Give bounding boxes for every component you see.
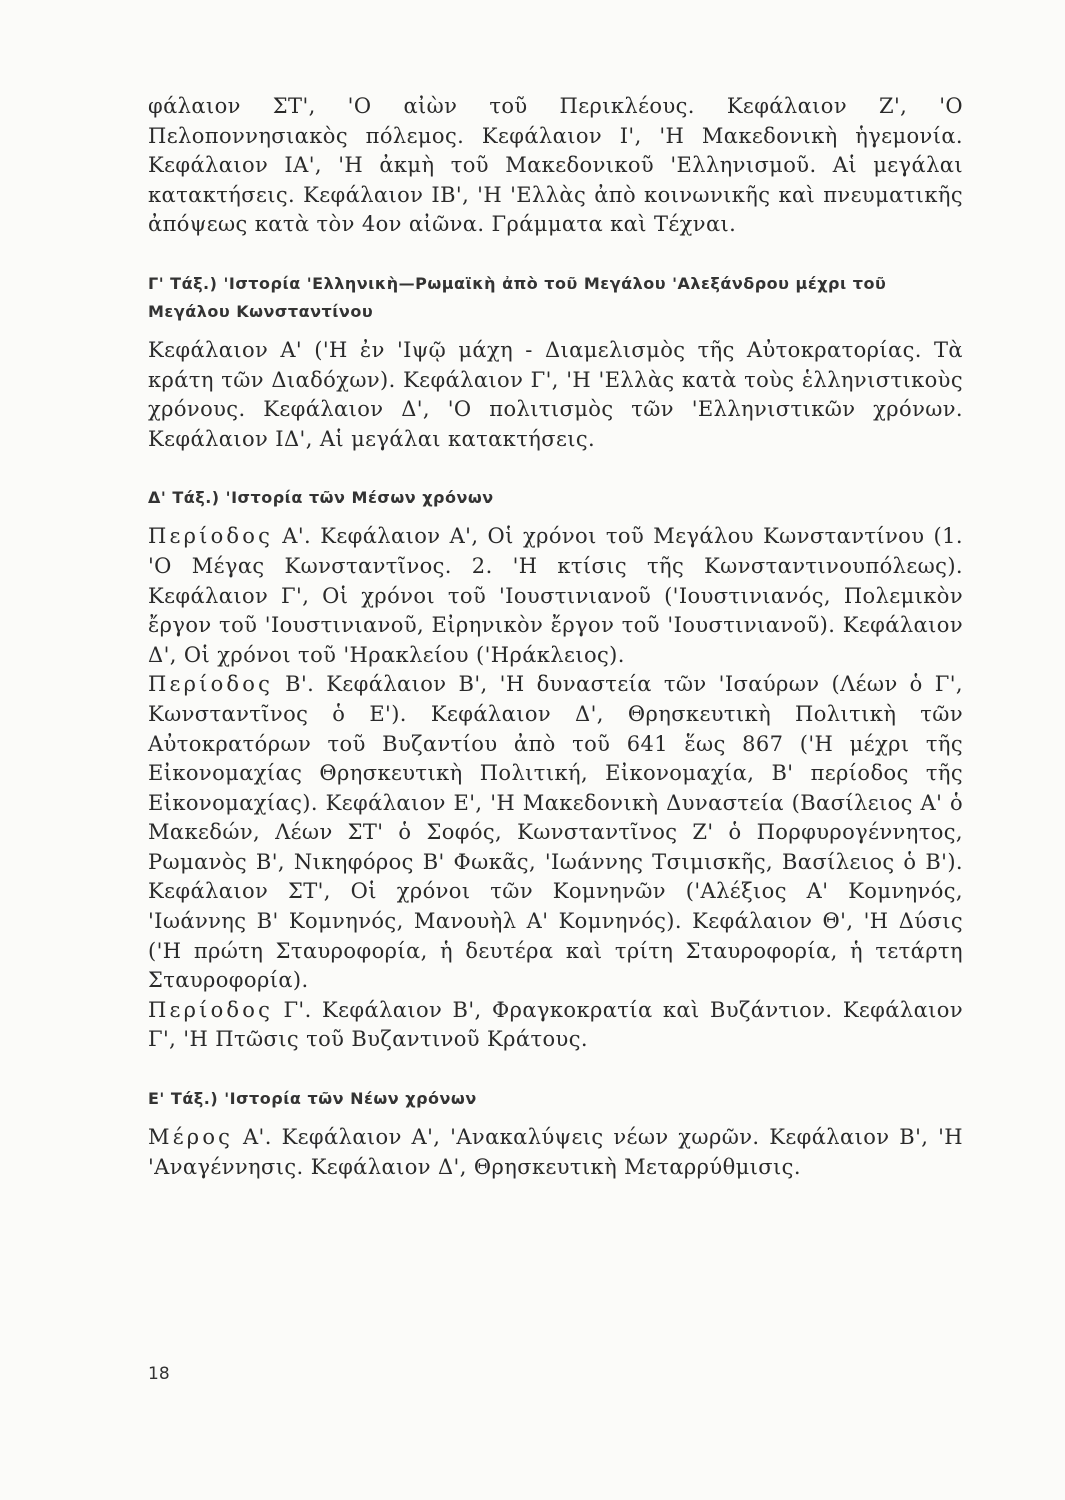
page-number: 18 bbox=[148, 1364, 170, 1384]
part-a-text: Α'. Κεφάλαιον Α', 'Ανακαλύψεις νέων χωρῶν. Κεφάλαιον Β', 'Η 'Αναγέννησις. Κεφάλαιον Δ', Θρησκευτικὴ Μεταρρύθμισις. bbox=[148, 1125, 964, 1179]
page-body bbox=[148, 92, 963, 1182]
period-a-text: Α'. Κεφάλαιον Α', Οἱ χρόνοι τοῦ Μεγάλου Κωνσταντίνου (1. 'Ο Μέγας Κωνσταντῖνος. 2. 'Η κτίσις τῆς Κωνσταντινουπόλεως). Κεφάλαιον Γ', Οἱ χρόνοι τοῦ 'Ιουστινιανοῦ ('Ιουστινιανός, Πολεμικὸν ἔργον τοῦ 'Ιουστινιανοῦ, Εἰρηνικὸν ἔργον τοῦ 'Ιουστινιανοῦ). Κεφάλαιον Δ', Οἱ χρόνοι τοῦ 'Ηρακλείου ('Ηράκλειος). bbox=[148, 524, 963, 667]
spacer bbox=[148, 454, 963, 484]
period-c-label: Περίοδος bbox=[148, 997, 274, 1022]
spacer bbox=[148, 512, 963, 522]
period-a-paragraph bbox=[148, 522, 963, 670]
spacer bbox=[148, 326, 963, 336]
section-heading-d: Δ' Τάξ.) 'Ιστορία τῶν Μέσων χρόνων bbox=[148, 488, 494, 508]
period-c-text: Γ'. Κεφάλαιον Β', Φραγκοκρατία καὶ Βυζάντιον. Κεφάλαιον Γ', 'Η Πτῶσις τοῦ Βυζαντινοῦ Κράτους. bbox=[148, 997, 963, 1052]
intro-paragraph: φάλαιον ΣΤ', 'Ο αἰὼν τοῦ Περικλέους. Κεφάλαιον Ζ', 'Ο Πελοποννησιακὸς πόλεμος. Κεφάλαιον Ι', 'Η Μακεδονικὴ ἡγεμονία. Κεφάλαιον ΙΑ', 'Η ἀκμὴ τοῦ Μακεδονικοῦ 'Ελληνισμοῦ. Αἱ μεγάλαι κατακτήσεις. Κεφάλαιον ΙΒ', 'Η 'Ελλὰς ἀπὸ κοινωνικῆς καὶ πνευματικῆς ἀπόψεως κατὰ τὸν 4ον αἰῶνα. Γράμματα καὶ Τέχναι. bbox=[148, 94, 963, 237]
section-c-paragraph: Κεφάλαιον Α' ('Η ἐν 'Ιψῷ μάχη - Διαμελισμὸς τῆς Αὐτοκρατορίας. Τὰ κράτη τῶν Διαδόχων). Κεφάλαιον Γ', 'Η 'Ελλὰς κατὰ τοὺς ἑλληνιστικοὺς χρόνους. Κεφάλαιον Δ', 'Ο πολιτισμὸς τῶν 'Ελληνιστικῶν χρόνων. Κεφάλαιον ΙΔ', Αἱ μεγάλαι κατακτήσεις. bbox=[148, 337, 963, 451]
period-b-label: Περίοδος bbox=[148, 672, 274, 697]
period-a-label: Περίοδος bbox=[148, 524, 274, 549]
period-b-text: Β'. Κεφάλαιον Β', 'Η δυναστεία τῶν 'Ισαύρων (Λέων ὁ Γ', Κωνσταντῖνος ὁ Ε'). Κεφάλαιον Δ', Θρησκευτικὴ Πολιτικὴ τῶν Αὐτοκρατόρων τοῦ Βυζαντίου ἀπὸ τοῦ 641 ἕως 867 ('Η μέχρι τῆς Εἰκονομαχίας Θρησκευτικὴ Πολιτική, Εἰκονομαχία, Β' περίοδος τῆς Εἰκονομαχίας). Κεφάλαιον Ε', 'Η Μακεδονικὴ Δυναστεία (Βασίλειος Α' ὁ Μακεδών, Λέων ΣΤ' ὁ Σοφός, Κωνσταντῖνος Ζ' ὁ Πορφυρογέννητος, Ρωμανὸς Β', Νικηφόρος Β' Φωκᾶς, 'Ιωάννης Τσιμισκῆς, Βασίλειος ὁ Β'). Κεφάλαιον ΣΤ', Οἱ χρόνοι τῶν Κομνηνῶν ('Αλέξιος Α' Κομνηνός, 'Ιωάννης Β' Κομνηνός, Μανουὴλ Α' Κομνηνός). Κεφάλαιον Θ', 'Η Δύσις ('Η πρώτη Σταυροφορία, ἡ δευτέρα καὶ τρίτη Σταυροφορία, ἡ τετάρτη Σταυροφορία). bbox=[148, 672, 963, 993]
section-heading-c: Γ' Τάξ.) 'Ιστορία 'Ελληνικὴ—Ρωμαϊκὴ ἀπὸ τοῦ Μεγάλου 'Αλεξάνδρου μέχρι τοῦ Μεγάλου Κωνσταντίνου bbox=[148, 273, 887, 321]
part-a-label: Μέρος bbox=[148, 1125, 234, 1150]
spacer bbox=[148, 240, 963, 270]
section-heading-e: Ε' Τάξ.) 'Ιστορία τῶν Νέων χρόνων bbox=[148, 1089, 477, 1109]
period-c-paragraph bbox=[148, 996, 963, 1055]
spacer bbox=[148, 1113, 963, 1123]
spacer bbox=[148, 1055, 963, 1085]
part-a-paragraph bbox=[148, 1123, 963, 1182]
period-b-paragraph bbox=[148, 670, 963, 996]
